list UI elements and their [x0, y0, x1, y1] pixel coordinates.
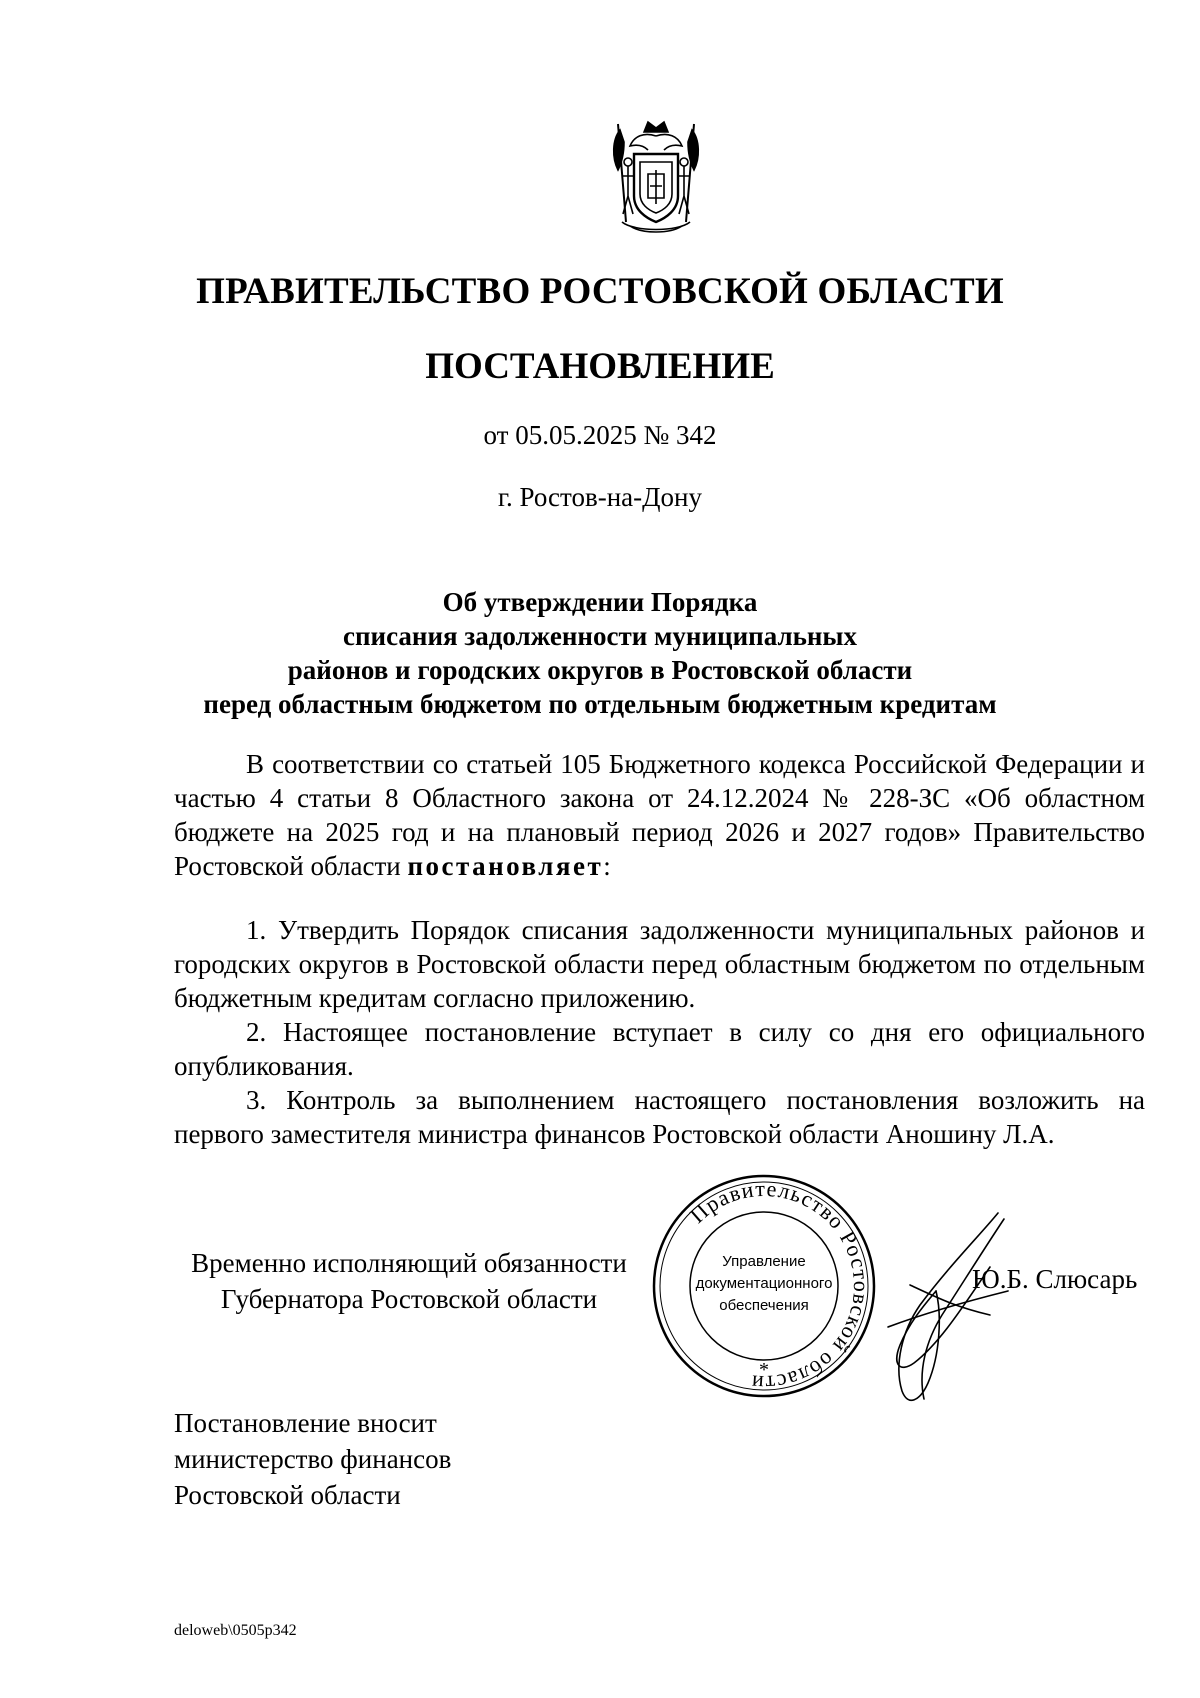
preamble-emphasis: постановляет — [407, 851, 604, 881]
document-type: ПОСТАНОВЛЕНИЕ — [425, 346, 775, 387]
resolution-item: 1. Утвердить Порядок списания задолженности муниципальных районов и городских округов в Ростовской области перед областным бюджетом по отдельным бюджетным кредитам согласно приложению. — [174, 915, 1145, 1013]
official-stamp-icon — [648, 1170, 880, 1402]
preamble-end: : — [603, 851, 611, 881]
preamble-paragraph — [174, 747, 1145, 883]
preamble-text: В соответствии со статьей 105 Бюджетного кодекса Российской Федерации и частью 4 статьи 8 Областного закона от 24.12.2024 № 228-ЗС «Об областном бюджете на 2025 год и на плановый период 2026 и 2027 годов» Правительство Ростовской области — [174, 749, 1145, 881]
submitted-by — [174, 1405, 674, 1513]
subject-line: районов и городских округов в Ростовской области — [287, 655, 913, 685]
coat-of-arms-icon — [604, 118, 708, 236]
stamp-star: * — [759, 1359, 769, 1381]
document-date-number: от 05.05.2025 № 342 — [483, 420, 717, 450]
subject-line: Об утверждении Порядка — [442, 587, 758, 617]
handwritten-signature-icon — [880, 1195, 1020, 1415]
subject-line: списания задолженности муниципальных — [342, 621, 858, 651]
signer-name: Ю.Б. Слюсарь — [972, 1264, 1138, 1294]
stamp-ring-text: Правительство Ростовской области — [684, 1175, 875, 1397]
stamp-center-line: документационного — [695, 1275, 833, 1292]
stamp-center-line: обеспечения — [719, 1297, 809, 1314]
resolution-item: 3. Контроль за выполнением настоящего постановления возложить на первого заместителя министра финансов Ростовской области Аношину Л.А. — [174, 1085, 1145, 1149]
resolution-item: 2. Настоящее постановление вступает в силу со дня его официального опубликования. — [174, 1017, 1145, 1081]
signer-title-line: Губернатора Ростовской области — [220, 1284, 598, 1314]
submitted-by-line: министерство финансов — [174, 1444, 452, 1474]
signer-title — [174, 1245, 644, 1317]
submitted-by-line: Постановление вносит — [174, 1408, 437, 1438]
document-subject — [0, 585, 1200, 721]
document-city: г. Ростов-на-Дону — [497, 482, 702, 512]
submitted-by-line: Ростовской области — [174, 1480, 401, 1510]
signer-title-line: Временно исполняющий обязанности — [191, 1248, 627, 1278]
stamp-center-line: Управление — [722, 1253, 806, 1270]
registry-code: deloweb\0505p342 — [174, 1622, 297, 1639]
org-title: ПРАВИТЕЛЬСТВО РОСТОВСКОЙ ОБЛАСТИ — [196, 271, 1004, 312]
subject-line: перед областным бюджетом по отдельным бюджетным кредитам — [203, 689, 997, 719]
